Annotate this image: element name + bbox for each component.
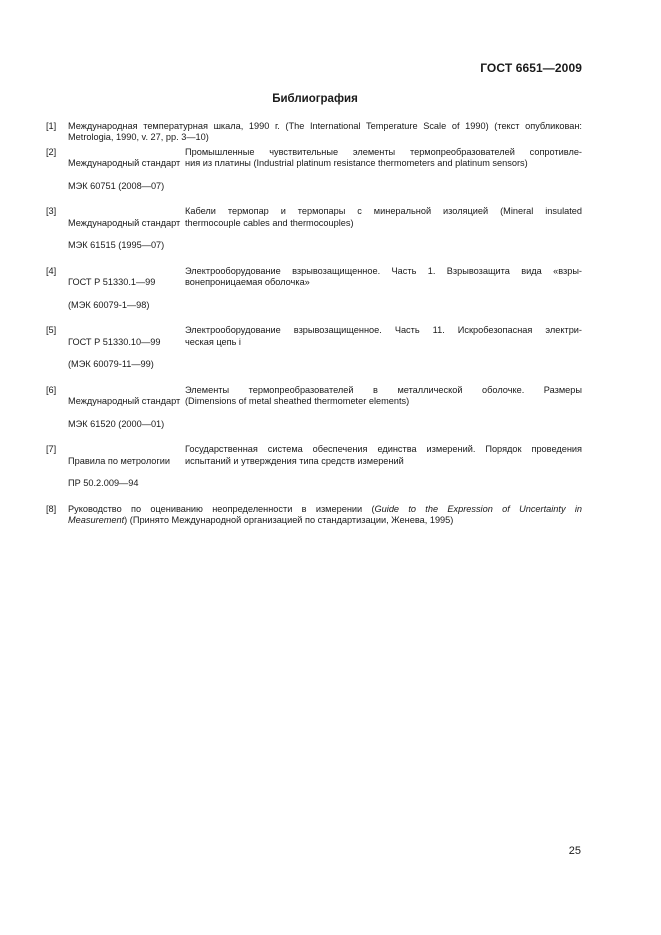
description-line: Электрооборудование взрывозащищенное. Часть 1. Взрывозащита вида «взры- (185, 265, 582, 276)
bibliography-list (46, 121, 582, 530)
description-line: thermocouple cables and thermocouples) (185, 217, 354, 228)
entry-description (185, 325, 582, 381)
bibliography-entry-7 (46, 444, 582, 500)
entry-description (185, 266, 582, 322)
description-line: Промышленные чувствительные элементы термопреобразователей сопротивле- (185, 146, 582, 157)
entry-source (68, 147, 185, 203)
entry-number: [3] (46, 206, 57, 217)
bibliography-entry-5 (46, 325, 582, 381)
source-line: МЭК 60751 (2008—07) (68, 180, 165, 191)
entry-source (68, 444, 185, 500)
entry-source (68, 385, 185, 441)
description-line: ния из платины (Industrial platinum resistance thermometers and platinum sensors) (185, 158, 528, 169)
bibliography-entry-1 (46, 121, 582, 143)
entry-number: [6] (46, 384, 57, 395)
entry-source (68, 325, 185, 381)
entry-line (68, 504, 582, 515)
description-line: Государственная система обеспечения единства измерений. Порядок проведения (185, 444, 582, 455)
entry-text (68, 504, 582, 526)
bibliography-entry-4 (46, 266, 582, 322)
entry-text-italic: Guide to the Expression of Uncertainty in (374, 504, 582, 514)
entry-line (68, 515, 582, 526)
entry-source (68, 266, 185, 322)
entry-description (185, 206, 582, 262)
entry-description (185, 444, 582, 500)
entry-number: [4] (46, 265, 57, 276)
source-line: ПР 50.2.009—94 (68, 478, 139, 489)
document-id: ГОСТ 6651—2009 (480, 61, 582, 75)
entry-number: [5] (46, 325, 57, 336)
source-line: ГОСТ Р 51330.10—99 (68, 336, 161, 347)
source-line: (МЭК 60079-11—99) (68, 359, 154, 370)
description-line: вонепроницаемая оболочка» (185, 277, 310, 288)
source-line: МЭК 61515 (1995—07) (68, 240, 165, 251)
bibliography-entry-2 (46, 147, 582, 203)
entry-line: Metrologia, 1990, v. 27, pp. 3—10) (68, 132, 209, 143)
description-line: ческая цепь i (185, 336, 241, 347)
section-title: Библиография (272, 93, 358, 105)
entry-text (68, 121, 582, 143)
entry-source (68, 206, 185, 262)
source-line: (МЭК 60079-1—98) (68, 299, 150, 310)
entry-number: [7] (46, 444, 57, 455)
entry-number: [1] (46, 121, 57, 131)
source-line: Международный стандарт (68, 396, 181, 407)
entry-text-italic: Measurement (68, 515, 125, 526)
description-line: Элементы термопреобразователей в металлической оболочке. Размеры (185, 384, 582, 395)
description-line: испытаний и утверждения типа средств измерений (185, 455, 404, 466)
source-line: ГОСТ Р 51330.1—99 (68, 277, 156, 288)
entry-number: [8] (46, 504, 57, 514)
source-line: Международный стандарт (68, 158, 181, 169)
page-number: 25 (568, 845, 581, 857)
bibliography-entry-8 (46, 504, 582, 526)
description-line: (Dimensions of metal sheathed thermometer elements) (185, 396, 410, 407)
bibliography-entry-3 (46, 206, 582, 262)
source-line: Международный стандарт (68, 217, 181, 228)
entry-line: Международная температурная шкала, 1990 г. (The International Temperature Scale of 1990) (текст опубликован: (68, 121, 582, 131)
entry-text-roman: Руководство по оцениванию неопределенности в измерении ( (68, 504, 375, 514)
entry-number: [2] (46, 146, 57, 157)
source-line: Правила по метрологии (68, 455, 171, 466)
entry-description (185, 385, 582, 441)
source-line: МЭК 61520 (2000—01) (68, 418, 165, 429)
description-line: Электрооборудование взрывозащищенное. Часть 11. Искробезопасная электри- (185, 325, 582, 336)
entry-description (185, 147, 582, 203)
bibliography-entry-6 (46, 385, 582, 441)
description-line: Кабели термопар и термопары с минеральной изоляцией (Mineral insulated (185, 206, 582, 217)
entry-text-roman: ) (Принято Международной организацией по стандартизации, Женева, 1995) (124, 515, 454, 526)
